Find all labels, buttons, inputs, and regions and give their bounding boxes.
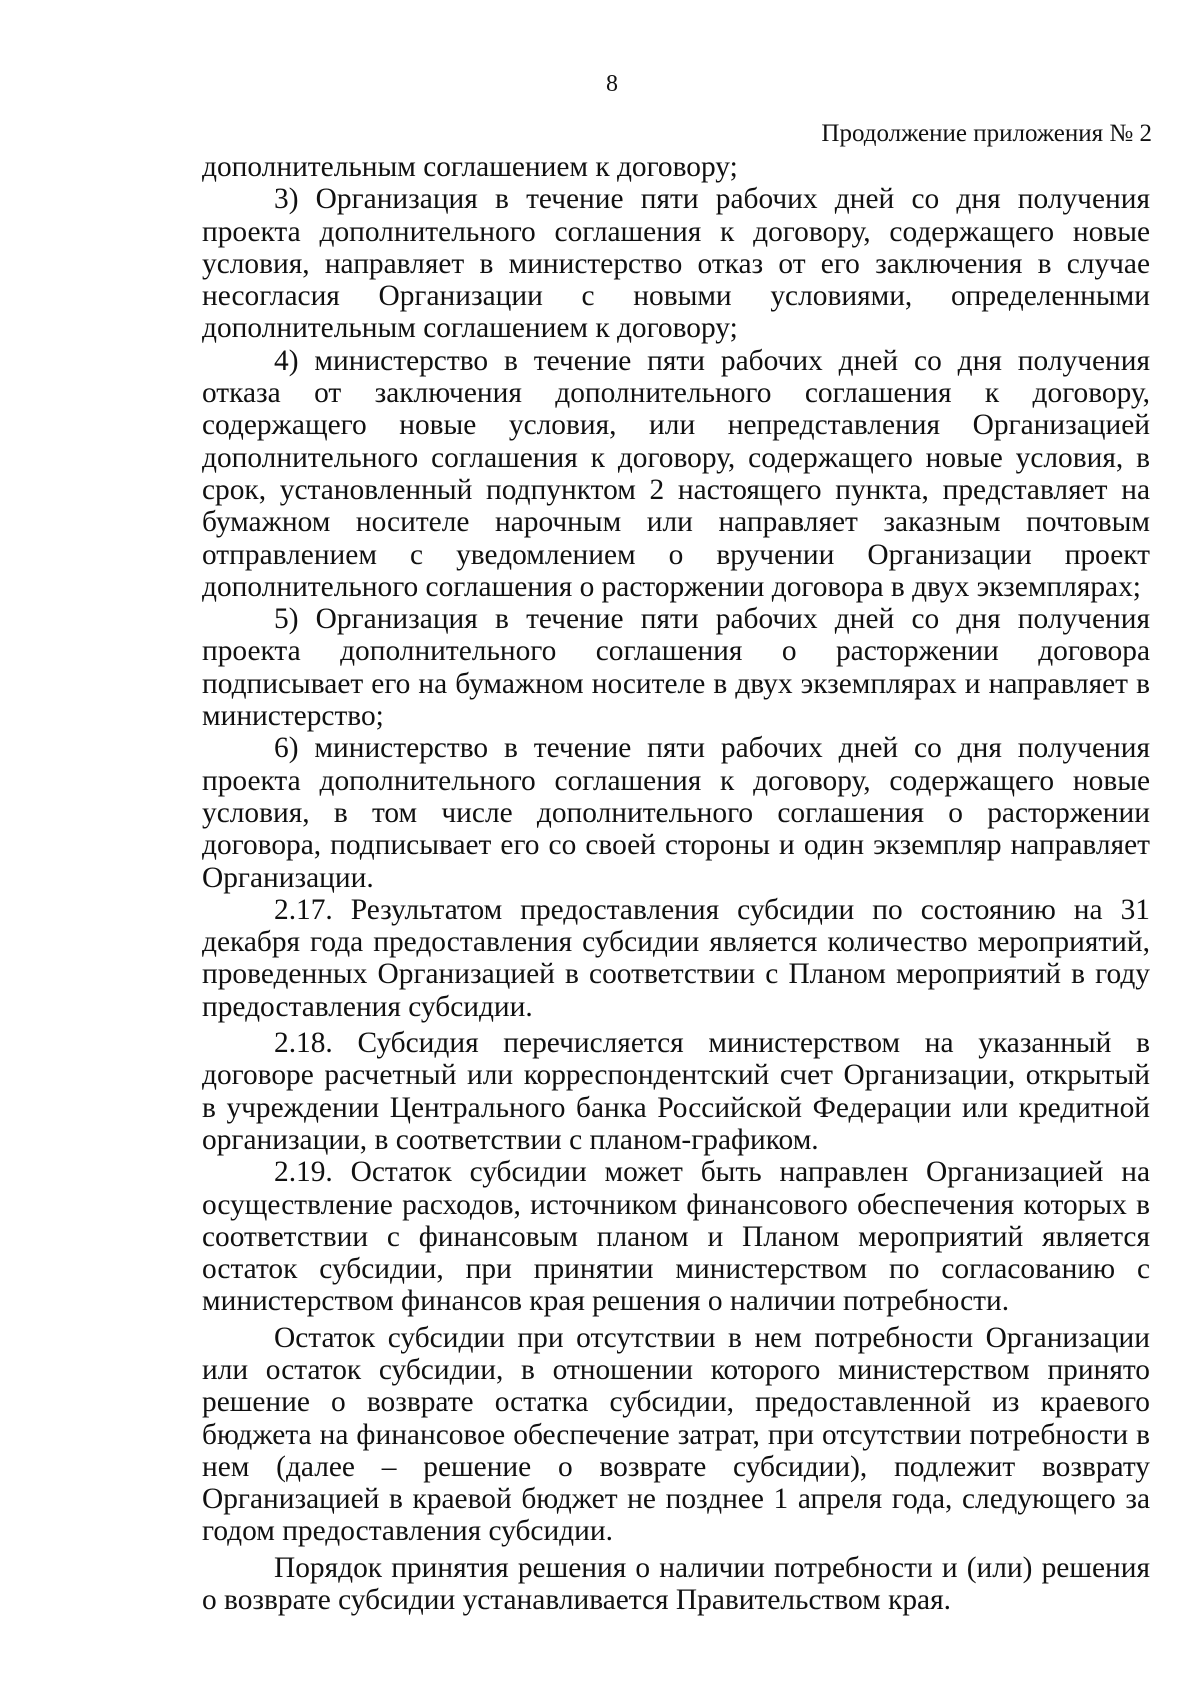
paragraph-item-3: 3) Организация в течение пяти рабочих дней со дня получения проекта дополнительного соглашения к договору, содержащего новые условия, направляет в министерство отказ от его заключения в случае несогласия Организации с новыми условиями, определенными дополнительным соглашением к договору; (202, 183, 1150, 345)
paragraph-subsidy-remainder: Остаток субсидии при отсутствии в нем потребности Организации или остаток субсидии, в отношении которого министерством принято решение о возврате остатка субсидии, предоставленной из краевого бюджета на финансовое обеспечение затрат, при отсутствии потребности в нем (далее – решение о возврате субсидии), подлежит возврату Организацией в краевой бюджет не позднее 1 апреля года, следующего за годом предоставления субсидии. (202, 1321, 1150, 1548)
paragraph-item-4: 4) министерство в течение пяти рабочих дней со дня получения отказа от заключения дополнительного соглашения к договору, содержащего новые условия, или непредставления Организацией дополнительного соглашения к договору, содержащего новые условия, в срок, установленный подпунктом 2 настоящего пункта, представляет на бумажном носителе нарочным или направляет заказным почтовым отправлением с уведомлением о вручении Организации проект дополнительного соглашения о расторжении договора в двух экземплярах; (202, 344, 1150, 603)
document-body (202, 151, 1150, 1616)
paragraph-item-6: 6) министерство в течение пяти рабочих дней со дня получения проекта дополнительного соглашения к договору, содержащего новые условия, в том числе дополнительного соглашения о расторжении договора, подписывает его со своей стороны и один экземпляр направляет Организации. (202, 732, 1150, 894)
paragraph-2-18: 2.18. Субсидия перечисляется министерством на указанный в договоре расчетный или корреспондентский счет Организации, открытый в учреждении Центрального банка Российской Федерации или кредитной организации, в соответствии с планом-графиком. (202, 1027, 1150, 1156)
paragraph-continuation: дополнительным соглашением к договору; (202, 151, 738, 183)
paragraph-decision-procedure: Порядок принятия решения о наличии потребности и (или) решения о возврате субсидии устанавливается Правительством края. (202, 1551, 1150, 1617)
paragraph-2-17: 2.17. Результатом предоставления субсидии по состоянию на 31 декабря года предоставления субсидии является количество мероприятий, проведенных Организацией в соответствии с Планом мероприятий в году предоставления субсидии. (202, 893, 1150, 1023)
page-number (74, 68, 1200, 100)
appendix-continuation-label: Продолжение приложения № 2 (821, 120, 1152, 147)
paragraph-item-5: 5) Организация в течение пяти рабочих дней со дня получения проекта дополнительного соглашения о расторжении договора подписывает его на бумажном носителе в двух экземплярах и направляет в министерство; (202, 603, 1150, 733)
paragraph-2-19: 2.19. Остаток субсидии может быть направлен Организацией на осуществление расходов, источником финансового обеспечения которых в соответствии с финансовым планом и Планом мероприятий является остаток субсидии, при принятии министерством по согласованию с министерством финансов края решения о наличии потребности. (202, 1156, 1150, 1318)
page-number-text: 8 (606, 71, 618, 97)
